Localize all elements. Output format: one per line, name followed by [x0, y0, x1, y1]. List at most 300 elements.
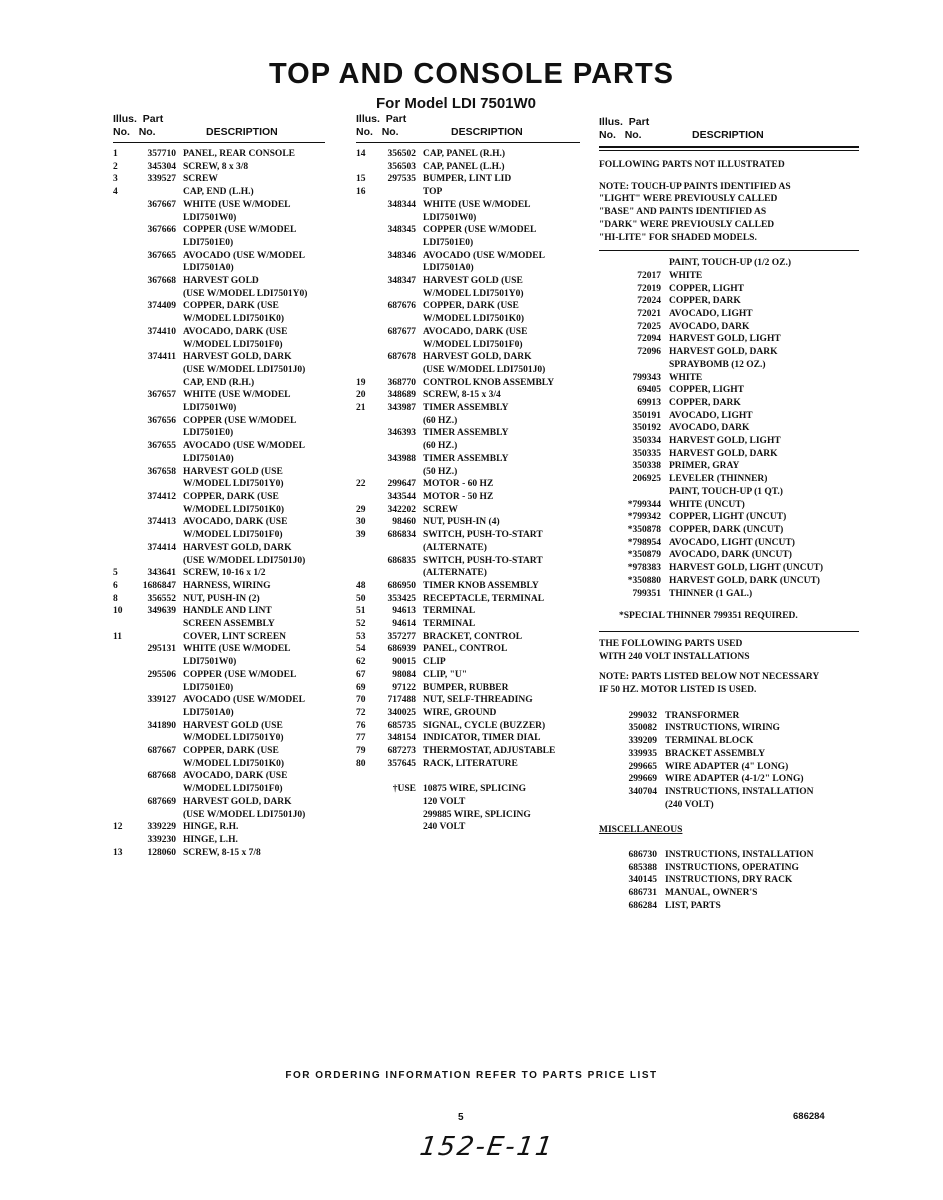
table-row	[356, 605, 580, 618]
part-number: 685388	[628, 862, 657, 873]
part-number	[127, 427, 176, 440]
part-description: BRACKET, CONTROL	[423, 631, 523, 642]
illus-number: 70	[356, 695, 366, 706]
list-item	[599, 410, 859, 423]
part-number	[127, 529, 176, 542]
part-number: 339935	[628, 748, 657, 759]
part-description: AVOCADO (USE W/MODEL	[183, 695, 305, 706]
table-row	[356, 516, 580, 529]
part-description: INSTRUCTIONS, INSTALLATION	[665, 786, 814, 797]
part-description: COPPER, LIGHT	[669, 385, 744, 396]
illus-number: 6	[113, 580, 118, 591]
part-number: 367657	[147, 390, 176, 401]
table-row	[356, 478, 580, 491]
illus-number: 52	[356, 619, 366, 630]
table-row	[356, 377, 580, 390]
part-description: BRACKET ASSEMBLY	[665, 748, 766, 759]
part-number: 799351	[632, 588, 661, 599]
illus-number	[113, 275, 127, 288]
list-item	[599, 397, 859, 410]
illus-number	[113, 288, 127, 301]
illus-number	[113, 466, 127, 479]
part-description: AVOCADO, DARK (USE	[183, 517, 288, 528]
part-description: SCREW, 10-16 x 1/2	[183, 568, 266, 579]
part-number: 687668	[147, 771, 176, 782]
part-description: HINGE, R.H.	[183, 822, 239, 833]
part-number: 69913	[637, 397, 661, 408]
table-row	[113, 339, 325, 352]
table-row	[113, 389, 325, 402]
part-description: TIMER ASSEMBLY	[423, 403, 509, 414]
part-description: AVOCADO, DARK (USE	[183, 771, 288, 782]
illus-number	[356, 491, 373, 504]
table-row	[356, 389, 580, 402]
part-description: (USE W/MODEL LDI7501J0)	[183, 809, 306, 820]
illus-number	[356, 415, 373, 428]
part-number	[599, 799, 657, 812]
illus-number: 21	[356, 403, 366, 414]
part-description: WHITE	[669, 372, 703, 383]
table-row	[356, 199, 580, 212]
part-number: 686284	[628, 900, 657, 911]
part-description: CONTROL KNOB ASSEMBLY	[423, 377, 555, 388]
list-item	[599, 346, 859, 359]
table-row	[113, 300, 325, 313]
illus-number	[113, 656, 127, 669]
part-number	[127, 237, 176, 250]
list-item	[599, 435, 859, 448]
part-number: 687667	[147, 746, 176, 757]
part-number: 340704	[628, 786, 657, 797]
illus-number: 5	[113, 568, 118, 579]
list-item	[599, 735, 859, 748]
part-number: 299665	[628, 761, 657, 772]
part-number: 128060	[147, 847, 176, 858]
part-description: WHITE (USE W/MODEL	[183, 644, 291, 655]
table-row	[356, 364, 580, 377]
table-row	[113, 250, 325, 263]
table-row	[356, 529, 580, 542]
ordering-footer: FOR ORDERING INFORMATION REFER TO PARTS PRICE LIST	[285, 1070, 658, 1081]
part-number: 295131	[147, 644, 176, 655]
part-description: HARVEST GOLD	[183, 276, 259, 287]
part-number: 349639	[147, 606, 176, 617]
document-number: 686284	[793, 1111, 825, 1122]
list-item	[599, 283, 859, 296]
part-description: CAP, PANEL (L.H.)	[423, 161, 505, 172]
part-number	[373, 440, 416, 453]
illus-number	[113, 313, 127, 326]
paint-list	[599, 257, 859, 600]
parts-column-1	[113, 113, 325, 859]
header-no: No.	[599, 129, 616, 141]
part-number	[127, 732, 176, 745]
part-description: AVOCADO (USE W/MODEL	[423, 250, 545, 261]
part-number: *350880	[627, 575, 661, 586]
illus-number	[113, 516, 127, 529]
table-row	[356, 148, 580, 161]
illus-number	[113, 212, 127, 225]
part-description: NUT, PUSH-IN (2)	[183, 593, 260, 604]
illus-number: 30	[356, 517, 366, 528]
part-description: HARVEST GOLD, DARK	[423, 352, 532, 363]
illus-number	[113, 694, 127, 707]
part-number	[127, 478, 176, 491]
list-item	[599, 486, 859, 499]
part-number: 348344	[387, 199, 416, 210]
illus-number	[356, 542, 373, 555]
header-no: No.	[113, 126, 130, 138]
part-description: HINGE, L.H.	[183, 834, 238, 845]
table-row	[356, 173, 580, 186]
part-description: TERMINAL	[423, 619, 476, 630]
part-number: 97122	[392, 682, 416, 693]
illus-number	[113, 300, 127, 313]
table-row	[113, 593, 325, 606]
part-number: 350338	[632, 461, 661, 472]
table-row	[356, 351, 580, 364]
part-number	[599, 359, 661, 372]
illus-number	[113, 402, 127, 415]
table-row	[113, 732, 325, 745]
part-description: (USE W/MODEL LDI7501J0)	[423, 364, 546, 375]
part-number: 206925	[632, 474, 661, 485]
table-row	[113, 377, 325, 390]
part-number	[373, 237, 416, 250]
illus-number: 4	[113, 187, 118, 198]
table-row	[356, 618, 580, 631]
part-number: 717488	[387, 695, 416, 706]
illus-number	[356, 821, 373, 834]
part-description: LIST, PARTS	[665, 900, 721, 911]
parts-list	[356, 148, 580, 834]
part-description: WHITE (USE W/MODEL	[183, 390, 291, 401]
part-description: LDI7501E0)	[183, 237, 234, 248]
part-description: SWITCH, PUSH-TO-START	[423, 530, 543, 541]
illus-number	[356, 466, 373, 479]
illus-number	[356, 199, 373, 212]
part-number	[599, 486, 661, 499]
illus-number	[356, 326, 373, 339]
part-description: SIGNAL, CYCLE (BUZZER)	[423, 720, 546, 731]
illus-number	[113, 643, 127, 656]
table-row	[356, 161, 580, 174]
part-description: HARVEST GOLD, DARK	[183, 542, 292, 553]
part-description: INSTRUCTIONS, DRY RACK	[665, 875, 793, 886]
illus-number	[356, 770, 373, 783]
part-description: (50 HZ.)	[423, 466, 458, 477]
part-description: PRIMER, GRAY	[669, 461, 740, 472]
table-row	[356, 656, 580, 669]
list-item	[599, 257, 859, 270]
part-number	[127, 313, 176, 326]
part-description: BUMPER, RUBBER	[423, 682, 509, 693]
part-description: W/MODEL LDI7501F0)	[183, 784, 283, 795]
part-number: 356503	[387, 161, 416, 172]
part-description: HARVEST GOLD, LIGHT (UNCUT)	[669, 563, 823, 574]
part-description: NUT, PUSH-IN (4)	[423, 517, 500, 528]
list-item	[599, 422, 859, 435]
part-description: (ALTERNATE)	[423, 568, 487, 579]
part-number: 343988	[387, 453, 416, 464]
illus-number: 69	[356, 682, 366, 693]
part-description: THINNER (1 GAL.)	[669, 588, 753, 599]
part-number: 686950	[387, 580, 416, 591]
table-row	[356, 758, 580, 771]
illus-number	[113, 262, 127, 275]
illus-number	[113, 427, 127, 440]
part-description: CLIP	[423, 657, 446, 668]
table-row	[356, 300, 580, 313]
part-description: TIMER KNOB ASSEMBLY	[423, 580, 539, 591]
list-item	[599, 849, 859, 862]
header-rule	[356, 142, 580, 143]
table-row	[113, 555, 325, 568]
table-row	[113, 745, 325, 758]
table-row	[113, 173, 325, 186]
miscellaneous-heading: MISCELLANEOUS	[599, 825, 683, 836]
part-description: HARVEST GOLD, DARK	[183, 796, 292, 807]
part-description: SCREEN ASSEMBLY	[183, 619, 275, 630]
part-number: 1686847	[142, 580, 176, 591]
part-number: 357645	[387, 758, 416, 769]
illus-number: 76	[356, 720, 366, 731]
list-item	[599, 308, 859, 321]
part-number: 368770	[387, 377, 416, 388]
illus-number	[356, 453, 373, 466]
part-description: COPPER, DARK	[669, 296, 741, 307]
header-description: DESCRIPTION	[206, 126, 278, 138]
illus-number	[356, 440, 373, 453]
illus-number: 80	[356, 758, 366, 769]
table-row	[113, 567, 325, 580]
header-part: Part	[385, 113, 407, 125]
part-description: HARVEST GOLD (USE	[183, 720, 283, 731]
part-description: RECEPTACLE, TERMINAL	[423, 593, 545, 604]
part-number: 297535	[387, 174, 416, 185]
illus-number: 53	[356, 631, 366, 642]
part-description: HARVEST GOLD (USE	[423, 276, 523, 287]
part-description: MOTOR - 60 HZ	[423, 479, 494, 490]
illus-number	[356, 783, 373, 796]
illus-number: 67	[356, 669, 366, 680]
illus-number	[113, 491, 127, 504]
part-description: AVOCADO, DARK (USE	[423, 326, 528, 337]
table-row	[113, 237, 325, 250]
part-number: 367667	[147, 199, 176, 210]
part-number	[373, 809, 416, 822]
table-row	[356, 694, 580, 707]
part-number: *350878	[627, 524, 661, 535]
part-description: 10875 WIRE, SPLICING	[423, 784, 527, 795]
table-row	[356, 593, 580, 606]
header-part: Part	[628, 116, 650, 128]
part-description: LDI7501A0)	[423, 263, 474, 274]
part-description: (ALTERNATE)	[423, 542, 487, 553]
part-number	[373, 186, 416, 199]
table-row	[113, 288, 325, 301]
table-row	[113, 809, 325, 822]
header-illus: Illus.	[599, 116, 623, 128]
part-description: PANEL, CONTROL	[423, 644, 508, 655]
illus-number	[113, 237, 127, 250]
table-row	[113, 224, 325, 237]
illus-number	[113, 770, 127, 783]
part-description: NUT, SELF-THREADING	[423, 695, 533, 706]
part-number	[127, 783, 176, 796]
part-description: TIMER ASSEMBLY	[423, 453, 509, 464]
table-row	[113, 656, 325, 669]
table-row	[113, 631, 325, 644]
table-row	[356, 313, 580, 326]
part-number: 299669	[628, 774, 657, 785]
illus-number	[113, 732, 127, 745]
part-description: WHITE	[669, 270, 703, 281]
part-description: MOTOR - 50 HZ	[423, 491, 494, 502]
part-number: 374409	[147, 301, 176, 312]
header-part: Part	[142, 113, 164, 125]
part-description: HARVEST GOLD, DARK	[669, 448, 778, 459]
part-number: 72094	[637, 334, 661, 345]
illus-number	[113, 796, 127, 809]
table-row	[356, 796, 580, 809]
list-item	[599, 786, 859, 799]
part-description: LDI7501W0)	[183, 657, 237, 668]
illus-number: 77	[356, 733, 366, 744]
illus-number	[113, 453, 127, 466]
part-number	[373, 770, 416, 783]
part-description: HARVEST GOLD, LIGHT	[669, 334, 781, 345]
part-description: W/MODEL LDI7501F0)	[423, 339, 523, 350]
part-number: 348346	[387, 250, 416, 261]
table-row	[356, 288, 580, 301]
part-description: CAP, PANEL (R.H.)	[423, 149, 506, 159]
table-row	[356, 224, 580, 237]
part-number: 72019	[637, 283, 661, 294]
illus-number	[113, 707, 127, 720]
part-number	[127, 364, 176, 377]
table-row	[113, 516, 325, 529]
illus-number: 16	[356, 187, 366, 198]
part-description: AVOCADO (USE W/MODEL	[183, 441, 305, 452]
part-description: AVOCADO, DARK	[669, 321, 750, 332]
illus-number	[356, 224, 373, 237]
illus-number: 1	[113, 149, 118, 159]
illus-number: 39	[356, 530, 366, 541]
part-description: COPPER (USE W/MODEL	[423, 225, 537, 236]
table-row	[356, 732, 580, 745]
part-description: INSTRUCTIONS, WIRING	[665, 723, 780, 734]
part-number: 350334	[632, 436, 661, 447]
part-number	[127, 758, 176, 771]
part-number: 343544	[387, 491, 416, 502]
illus-number: 51	[356, 606, 366, 617]
part-number: 374413	[147, 517, 176, 528]
part-number: 295506	[147, 669, 176, 680]
part-description: COPPER, DARK (USE	[423, 301, 519, 312]
table-row	[113, 847, 325, 860]
part-description: INSTRUCTIONS, INSTALLATION	[665, 850, 814, 861]
miscellaneous-list	[599, 849, 859, 913]
table-row	[113, 478, 325, 491]
header-rule	[599, 146, 859, 148]
part-description: (240 VOLT)	[665, 799, 714, 810]
list-item	[599, 511, 859, 524]
header-no: No.	[138, 126, 156, 138]
part-description: COPPER (USE W/MODEL	[183, 225, 297, 236]
illus-number	[356, 427, 373, 440]
part-number	[127, 707, 176, 720]
part-description: (USE W/MODEL LDI7501Y0)	[183, 288, 308, 299]
part-number: 69405	[637, 385, 661, 396]
table-row	[356, 453, 580, 466]
part-description: LDI7501W0)	[183, 403, 237, 414]
part-description: AVOCADO, DARK	[669, 423, 750, 434]
list-item	[599, 473, 859, 486]
part-description: WIRE ADAPTER (4-1/2" LONG)	[665, 774, 804, 785]
part-description: CAP, END (L.H.)	[183, 187, 254, 198]
part-description: SCREW	[423, 504, 458, 515]
paint-note: NOTE: TOUCH-UP PAINTS IDENTIFIED AS "LIGHT" WERE PREVIOUSLY CALLED "BASE" AND PAINTS IDENTIFIED AS "DARK" WERE PREVIOUSLY CALLED "HI-LITE" FOR SHADED MODELS.	[599, 181, 791, 243]
illus-number	[113, 542, 127, 555]
illus-number: 13	[113, 847, 123, 858]
illus-number: 10	[113, 606, 123, 617]
volt-240-parts-list	[599, 710, 859, 812]
table-row	[356, 212, 580, 225]
table-row	[113, 491, 325, 504]
part-number: 367665	[147, 250, 176, 261]
table-row	[113, 351, 325, 364]
part-number	[127, 339, 176, 352]
part-description: PANEL, REAR CONSOLE	[183, 149, 295, 159]
part-number: 339527	[147, 174, 176, 185]
part-number: 687676	[387, 301, 416, 312]
part-description: 240 VOLT	[423, 822, 466, 833]
part-number: 339127	[147, 695, 176, 706]
table-row	[356, 186, 580, 199]
part-description: HARVEST GOLD (USE	[183, 466, 283, 477]
illus-number	[113, 250, 127, 263]
list-item	[599, 384, 859, 397]
table-row	[113, 161, 325, 174]
illus-number	[356, 275, 373, 288]
part-description: AVOCADO, DARK (UNCUT)	[669, 550, 792, 561]
illus-number: 19	[356, 377, 366, 388]
illus-number: 48	[356, 580, 366, 591]
part-description: LDI7501E0)	[183, 428, 234, 439]
part-description: RACK, LITERATURE	[423, 758, 518, 769]
part-number: 367668	[147, 276, 176, 287]
table-row	[113, 440, 325, 453]
table-row	[113, 605, 325, 618]
parts-list	[113, 148, 325, 859]
part-number: 342202	[387, 504, 416, 515]
part-number: 686731	[628, 888, 657, 899]
part-number: 374410	[147, 326, 176, 337]
illus-number: 20	[356, 390, 366, 401]
table-row	[356, 682, 580, 695]
illus-number	[113, 720, 127, 733]
part-description: AVOCADO, DARK (USE	[183, 326, 288, 337]
list-item	[599, 537, 859, 550]
part-description: 120 VOLT	[423, 796, 466, 807]
parts-column-2	[356, 113, 580, 834]
part-description: COPPER (USE W/MODEL	[183, 415, 297, 426]
table-row	[356, 466, 580, 479]
illus-number	[113, 199, 127, 212]
part-number: 367666	[147, 225, 176, 236]
part-number: 348154	[387, 733, 416, 744]
